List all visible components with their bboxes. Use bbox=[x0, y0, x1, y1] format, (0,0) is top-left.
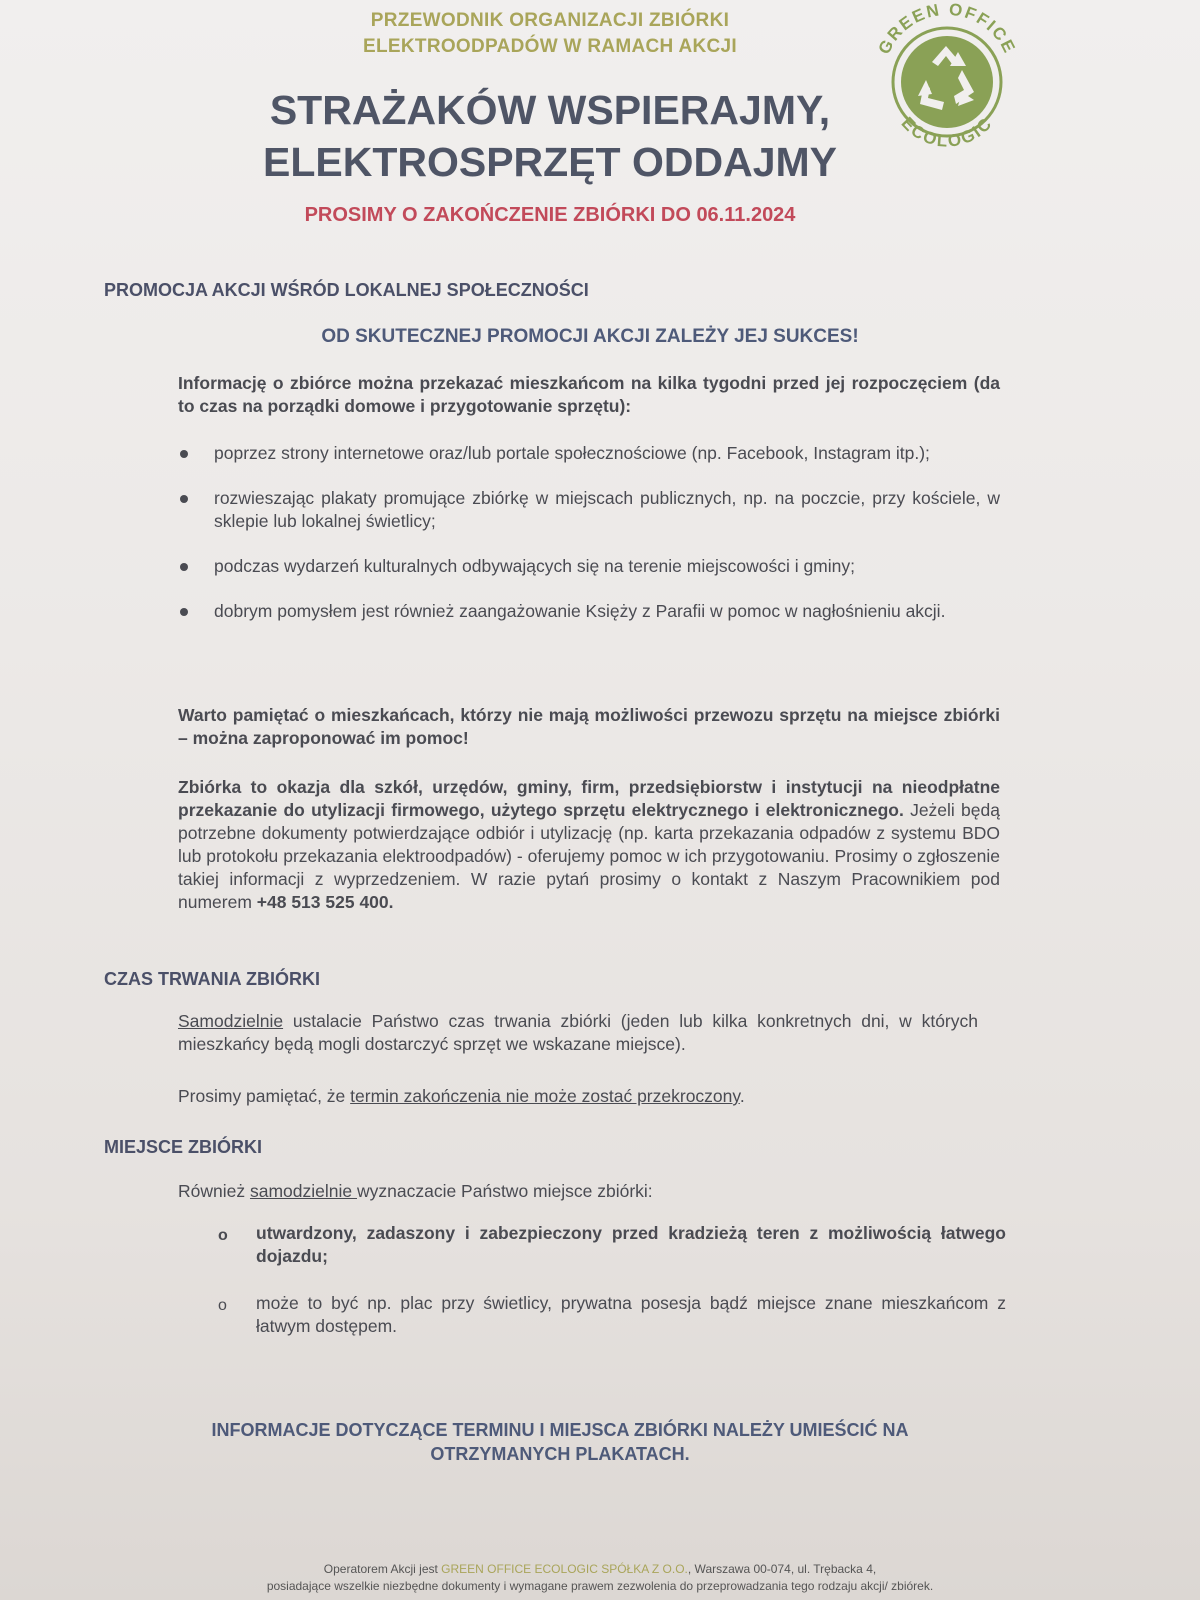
imprint-line-2: posiadające wszelkie niezbędne dokumenty i wymagane prawem zezwolenia do przeprowadzania tego rodzaju akcji/ zbiórek. bbox=[266, 1579, 934, 1593]
imprint-line-1 bbox=[120, 1561, 1080, 1578]
subtitle-line-1: PRZEWODNIK ORGANIZACJI ZBIÓRKI bbox=[370, 10, 730, 31]
list-item bbox=[178, 487, 1000, 533]
list-item bbox=[216, 1222, 1006, 1268]
reminder-suffix: . bbox=[739, 1086, 745, 1106]
imprint-prefix: Operatorem Akcji jest bbox=[323, 1562, 442, 1576]
deadline-notice: PROSIMY O ZAKOŃCZENIE ZBIÓRKI DO 06.11.2024 bbox=[304, 204, 796, 226]
location-underlined: samodzielnie bbox=[249, 1181, 357, 1201]
note-line-2: OTRZYMANYCH PLAKATACH. bbox=[430, 1444, 690, 1464]
list-item bbox=[178, 442, 1000, 465]
reminder-underlined: termin zakończenia nie może zostać przekroczony bbox=[350, 1086, 740, 1106]
list-item-text: rozwieszając plakaty promujące zbiórkę w miejscach publicznych, np. na poczcie, przy kościele, w sklepie lub lokalnej świetlicy; bbox=[214, 488, 1000, 531]
list-item bbox=[178, 555, 1000, 578]
imprint-brand: GREEN OFFICE ECOLOGIC SPÓŁKA Z O.O. bbox=[441, 1562, 688, 1576]
duration-heading: CZAS TRWANIA ZBIÓRKI bbox=[104, 969, 320, 989]
duration-underlined: Samodzielnie bbox=[178, 1011, 284, 1031]
list-item-text: może to być np. plac przy świetlicy, prywatna posesja bądź miejsce znane mieszkańcom z łatwym dostępem. bbox=[256, 1293, 1006, 1336]
duration-text: ustalacie Państwo czas trwania zbiórki (jeden lub kilka konkretnych dni, w których mieszkańcy będą mogli dostarczyć sprzęt we wskazane miejsce). bbox=[178, 1011, 978, 1054]
list-item-text: dobrym pomysłem jest również zaangażowanie Księży z Parafii w pomoc w nagłośnieniu akcji. bbox=[214, 601, 946, 621]
duration-paragraph bbox=[178, 1010, 978, 1056]
list-item bbox=[178, 600, 1000, 623]
institutions-text: Jeżeli będą potrzebne dokumenty potwierdzające odbiór i utylizację (np. karta przekazania odpadów z systemu BDO lub protokołu przekazania elektroodpadów) - oferujemy pomoc w ich przygotowaniu. Prosimy o zgłoszenie takiej informacji z wyprzedzeniem. W razie pytań prosimy o kontakt z Naszym Pracownikiem pod numerem bbox=[178, 800, 1000, 912]
promotion-subheading: OD SKUTECZNEJ PROMOCJI AKCJI ZALEŻY JEJ SUKCES! bbox=[321, 326, 859, 347]
promotion-heading: PROMOCJA AKCJI WŚRÓD LOKALNEJ SPOŁECZNOŚCI bbox=[104, 280, 589, 300]
logo-text-top: GREEN OFFICE bbox=[874, 0, 1020, 58]
deadline-reminder bbox=[178, 1085, 978, 1108]
promotion-list bbox=[178, 442, 1000, 645]
institutions-paragraph bbox=[178, 776, 1000, 914]
operator-imprint bbox=[120, 1561, 1080, 1595]
location-list bbox=[216, 1222, 1006, 1362]
reminder-prefix: Prosimy pamiętać, że bbox=[178, 1086, 351, 1106]
bullet-dot bbox=[180, 563, 188, 571]
bullet-dot bbox=[180, 608, 188, 616]
campaign-title bbox=[200, 84, 900, 188]
bullet-marker: o bbox=[218, 1297, 227, 1314]
logo-text-bottom: ECOLOGIC bbox=[897, 113, 997, 151]
list-item-text: utwardzony, zadaszony i zabezpieczony przed kradzieżą teren z możliwością łatwego dojazdu; bbox=[256, 1223, 1006, 1266]
location-prefix: Również bbox=[178, 1181, 250, 1201]
list-item-text: podczas wydarzeń kulturalnych odbywających się na terenie miejscowości i gminy; bbox=[214, 556, 855, 576]
list-item-text: poprzez strony internetowe oraz/lub portale społecznościowe (np. Facebook, Instagram itp.); bbox=[214, 443, 930, 463]
imprint-address: , Warszawa 00-074, ul. Trębacka 4, bbox=[687, 1562, 877, 1576]
institutions-bold-text: Zbiórka to okazja dla szkół, urzędów, gminy, firm, przedsiębiorstw i instytucji na nieodpłatne przekazanie do utylizacji firmowego, użytego sprzętu elektrycznego i elektronicznego. bbox=[178, 777, 1000, 820]
promotion-intro: Informację o zbiórce można przekazać mieszkańcom na kilka tygodni przed jej rozpoczęciem (da to czas na porządki domowe i przygotowanie sprzętu): bbox=[178, 373, 1000, 416]
title-line-1: STRAŻAKÓW WSPIERAJMY, bbox=[269, 87, 831, 133]
bullet-marker: o bbox=[218, 1227, 228, 1244]
poster-info-note bbox=[160, 1418, 960, 1466]
location-suffix: wyznaczacie Państwo miejsce zbiórki: bbox=[356, 1181, 653, 1201]
location-heading: MIEJSCE ZBIÓRKI bbox=[104, 1137, 263, 1157]
contact-phone: +48 513 525 400. bbox=[256, 892, 394, 912]
list-item bbox=[216, 1292, 1006, 1338]
note-line-1: INFORMACJE DOTYCZĄCE TERMINU I MIEJSCA ZBIÓRKI NALEŻY UMIEŚCIĆ NA bbox=[211, 1420, 909, 1440]
title-line-2: ELEKTROSPRZĘT ODDAJMY bbox=[262, 139, 838, 185]
location-paragraph bbox=[178, 1180, 1000, 1203]
bullet-dot bbox=[180, 495, 188, 503]
guide-subtitle bbox=[290, 8, 810, 60]
bullet-dot bbox=[180, 450, 188, 458]
green-office-ecologic-logo bbox=[862, 0, 1032, 165]
subtitle-line-2: ELEKTROODPADÓW W RAMACH AKCJI bbox=[363, 36, 737, 57]
residents-note: Warto pamiętać o mieszkańcach, którzy nie mają możliwości przewozu sprzętu na miejsce zbiórki – można zaproponować im pomoc! bbox=[178, 705, 1000, 748]
